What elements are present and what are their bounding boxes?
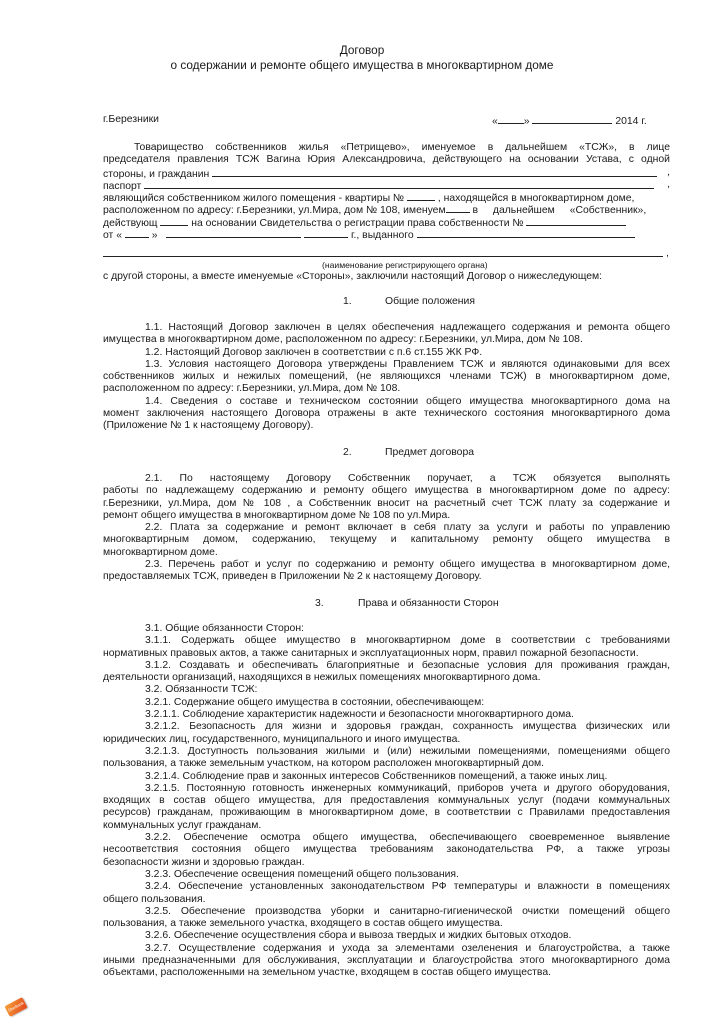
address-label: расположенном по адресу: г.Березники, ул.Мира, дом № 108, именуем [103, 205, 446, 217]
section-2-body [103, 473, 670, 584]
clause-line: 3.1.1. Содержать общее имущество в многоквартирном доме в соответствии с требованиями [145, 635, 670, 647]
registry-authority-field[interactable] [103, 256, 663, 257]
quote-close: » [151, 230, 158, 242]
clause-line: ресурсов) гражданам, проживающим в многоквартирном доме, в соответствии с Правилами предоставления [103, 807, 670, 819]
clause-line: 3.2.1.4. Соблюдение прав и законных интересов Собственников помещений, а также иных лиц. [145, 770, 608, 782]
preamble [103, 142, 670, 240]
clause-line: многоквартирным домом, содержанию, текущему и капитальному ремонту общего имущества в [103, 534, 670, 546]
clause-line: 1.2. Настоящий Договор заключен в соответствии с п.6 ст.155 ЖК РФ. [145, 346, 483, 358]
passport-field[interactable] [144, 179, 654, 189]
apartment-label-tail: , находящейся в многоквартирном доме, [437, 193, 635, 205]
clause-line: безопасности жизни и здоровью граждан. [103, 856, 305, 868]
clause-line: 3.1. Общие обязанности Сторон: [145, 623, 304, 634]
section-3-title: Права и обязанности Сторон [358, 598, 499, 609]
passport-label: паспорт [103, 180, 142, 192]
clause-line: 3.1.2. Создавать и обеспечивать благоприятные и безопасные условия для проживания граждан, [145, 659, 670, 671]
clause-line: 1.1. Настоящий Договор заключен в целях обеспечения надлежащего содержания и ремонта общего [145, 322, 670, 333]
certificate-label: на основании Свидетельства о регистрации права собственности № [191, 217, 524, 229]
citizen-name-field[interactable] [212, 167, 657, 177]
comma: , [667, 166, 670, 178]
watermark-badge-icon [4, 997, 27, 1017]
clause-line: собственников жилых и нежилых помещений, (не являющихся членами ТСЖ) в многоквартирном доме, [103, 371, 670, 383]
clause-line: иными предназначенными для обслуживания, эксплуатации и благоустройства этого многоквартирного дома [103, 955, 670, 967]
clause-line: объектами, расположенными на земельном участке, входящем в состав общего имущества. [103, 967, 551, 979]
issued-by-field[interactable] [417, 228, 635, 238]
from-label: от « [103, 230, 122, 242]
clause-line: имущества в многоквартирном доме, расположенном по адресу: г.Березники, ул.Мира, дом № 108. [103, 334, 583, 346]
clause-line: 3.2.6. Обеспечение осуществления сбора и вывоза твердых и жидких бытовых отходов. [145, 930, 572, 942]
section-1-number: 1. [343, 296, 352, 307]
clause-line: 3.2.7. Осуществление содержания и ухода за элементами озеленения и благоустройства, а также [145, 942, 670, 954]
clause-line: 3.2. Обязанности ТСЖ: [145, 684, 258, 696]
issued-line [103, 228, 670, 240]
section-2-number: 2. [343, 447, 352, 458]
city: г.Березники [103, 114, 159, 125]
clause-line: пользования, а также земельным участком, на котором расположен многоквартирный дом. [103, 758, 545, 770]
clause-line: момент заключения настоящего Договора отражены в акте технического состояния многоквартирного дома [103, 408, 670, 420]
preamble-line: председателя правления ТСЖ Вагина Юрия Александровича, действующего на основании Устава, с одной [103, 154, 670, 166]
citizen-line [103, 167, 670, 179]
clause-line: многоквартирном доме. [103, 546, 218, 558]
clause-line: 1.4. Сведения о составе и техническом состоянии общего имущества многоквартирного дома на [145, 395, 670, 407]
address-line [103, 203, 670, 215]
date-quote-open: « [492, 116, 498, 127]
clause-line: 3.2.3. Обеспечение освещения помещений общего пользования. [145, 868, 459, 880]
clause-line: пользования, а также земельного участка, входящего в состав общего имущества. [103, 918, 503, 930]
clause-line: г.Березники, ул.Мира, дом № 108 , а Собственник вносит на расчетный счет ТСЖ плату за содержание и [103, 497, 670, 509]
certificate-line [103, 216, 670, 228]
clause-line: 3.2.5. Обеспечение производства уборки и санитарно-гигиенической очистки помещений общего [145, 905, 670, 917]
clause-line: 2.2. Плата за содержание и ремонт включает в себя плату за услуги и работы по управлению [145, 522, 670, 534]
clause-line: работы по надлежащему содержанию и ремонту общего имущества в многоквартирном доме по адресу: [103, 485, 670, 497]
apartment-line [103, 191, 670, 203]
date-line [492, 114, 647, 128]
clause-line: коммунальных услуг гражданам. [103, 819, 262, 831]
clause-line: юридических лиц, государственного, муниципального и иного имущества. [103, 733, 461, 745]
year: 2014 г. [615, 116, 647, 127]
section-1-body [103, 322, 670, 433]
date-quote-close: » [523, 116, 530, 127]
clause-line: ремонт общего имущества в многоквартирном доме № 108 по ул.Мира. [103, 509, 451, 521]
clause-line: входящих в состав общего имущества, для предоставления коммунальных услуг (подачи коммунальных [103, 795, 670, 807]
preamble-closing: с другой стороны, а вместе именуемые «Стороны», заключили настоящий Договор о нижеследующем: [103, 271, 603, 282]
owner-label: в дальнейшем «Собственник», [472, 205, 647, 217]
passport-line [103, 179, 670, 191]
apartment-number-field[interactable] [407, 191, 435, 201]
clause-line: 3.2.1.3. Доступность пользования жилыми и (или) нежилыми помещениями, помещениями общего [145, 745, 670, 757]
section-1-title: Общие положения [385, 296, 475, 307]
month-field[interactable] [532, 114, 612, 124]
named-suffix-field[interactable] [446, 203, 470, 213]
clause-line: 2.1. По настоящему Договору Собственник поручает, а ТСЖ обязуется выполнять [145, 473, 670, 484]
clause-line: предоставляемых ТСЖ, приведен в Приложении № 2 к настоящему Договору. [103, 571, 482, 583]
cert-month-field[interactable] [166, 228, 301, 238]
clause-line: 3.2.1. Содержание общего имущества в состоянии, обеспечивающем: [145, 696, 485, 708]
clause-line: несоответствия состояния общего имущества требованиям законодательства РФ, а также угрозы [103, 844, 670, 856]
clause-line: деятельности организаций, находящихся в нежилых помещениях многоквартирного дома. [103, 672, 541, 684]
badge-label: Sberbank [7, 1000, 25, 1013]
clause-line: 3.2.1.2. Безопасность для жизни и здоровья граждан, сохранность имущества физических или [145, 721, 670, 733]
certificate-number-field[interactable] [526, 216, 626, 226]
clause-line: 3.2.1.1. Соблюдение характеристик надежности и безопасности многоквартирного дома. [145, 709, 574, 721]
document-subtitle: о содержании и ремонте общего имущества в многоквартирном доме [170, 58, 554, 72]
clause-line: 3.2.1.5. Постоянную готовность инженерных коммуникаций, приборов учета и другого оборудования, [145, 782, 670, 794]
apartment-label: являющийся собственником жилого помещения - квартиры № [103, 193, 405, 205]
clause-line: 3.2.2. Обеспечение осмотра общего имущества, обеспечивающего своевременное выявление [145, 832, 670, 844]
cert-day-field[interactable] [125, 228, 149, 238]
clause-line: 2.3. Перечень работ и услуг по содержанию и ремонту общего имущества в многоквартирном доме, [145, 559, 670, 571]
clause-line: 1.3. Условия настоящего Договора утверждены Правлением ТСЖ и являются одинаковыми для всех [145, 358, 670, 370]
clause-line: нормативных правовых актов, а также санитарных и эксплуатационных норм, правил пожарной безопасности. [103, 647, 639, 659]
comma: , [667, 178, 670, 190]
comma: , [666, 248, 669, 259]
section-3-number: 3. [315, 598, 324, 609]
acting-label: действующ [103, 217, 158, 229]
clause-line: (Приложение № 1 к настоящему Договору). [103, 420, 314, 432]
clause-line: расположенном по адресу: г.Березники, ул.Мира, дом № 108. [103, 383, 401, 395]
day-field[interactable] [498, 114, 524, 124]
clause-line: общего пользования. [103, 893, 206, 905]
cert-year-field[interactable] [304, 228, 348, 238]
section-2-title: Предмет договора [385, 447, 475, 458]
preamble-line: Товарищество собственников жилья «Петрищево», именуемое в дальнейшем «ТСЖ», в лице [134, 142, 670, 153]
citizen-label: стороны, и гражданин [103, 168, 210, 180]
clause-line: 3.2.4. Обеспечение установленных законодательством РФ температуры и влажности в помещениях [145, 881, 670, 893]
document-title: Договор [339, 43, 385, 57]
registry-caption: (наименование регистрирующего органа) [322, 260, 488, 270]
acting-suffix-field[interactable] [160, 216, 188, 226]
section-3-body [103, 623, 670, 980]
issued-label: г., выданного [351, 230, 414, 242]
